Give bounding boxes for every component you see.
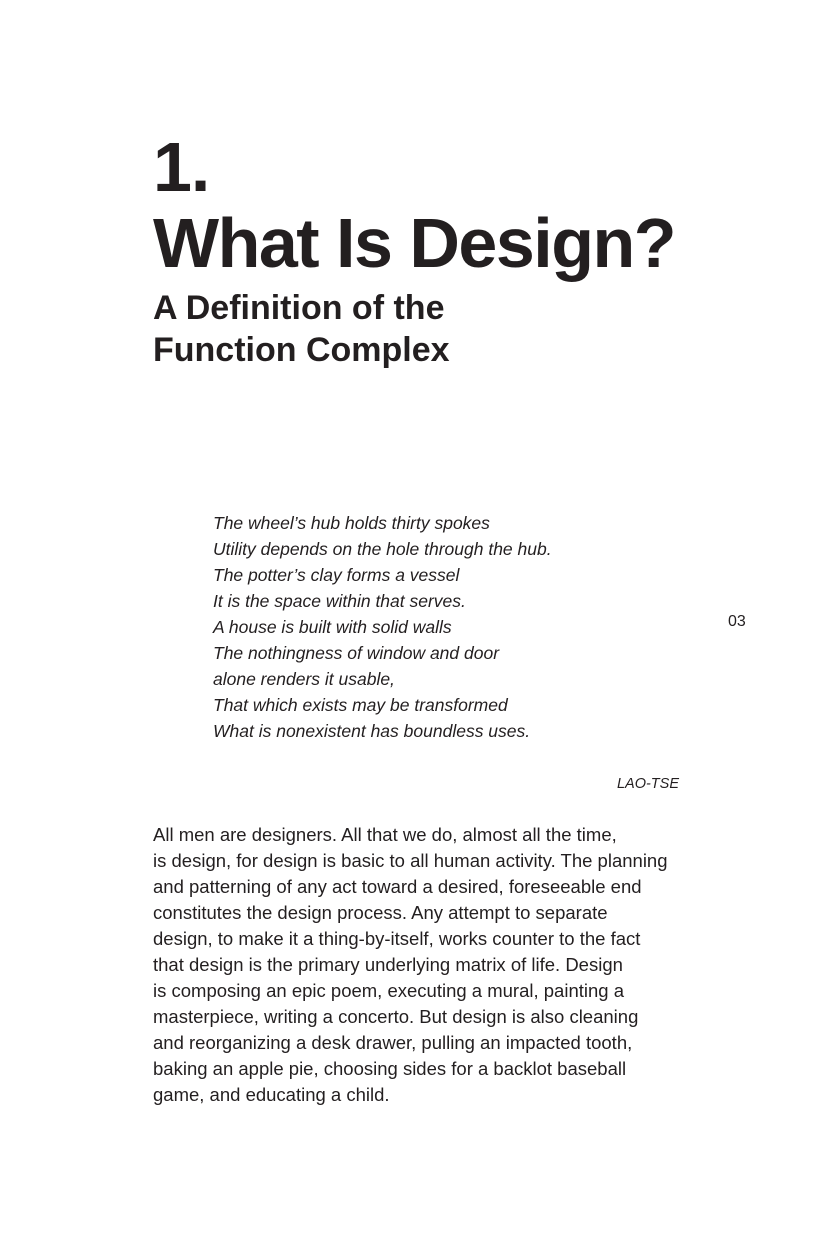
body-line: is composing an epic poem, executing a mural, painting a	[153, 980, 624, 1001]
epigraph-line: Utility depends on the hole through the hub.	[213, 539, 552, 559]
subtitle-line: Function Complex	[153, 331, 450, 369]
body-line: All men are designers. All that we do, almost all the time,	[153, 824, 617, 845]
epigraph-line: The wheel’s hub holds thirty spokes	[213, 513, 490, 533]
body-line: that design is the primary underlying matrix of life. Design	[153, 954, 623, 975]
epigraph-poem	[213, 510, 552, 744]
body-line: and patterning of any act toward a desired, foreseeable end	[153, 876, 642, 897]
epigraph-attribution: LAO-TSE	[616, 776, 679, 792]
body-paragraph	[153, 822, 668, 1108]
chapter-subtitle	[153, 287, 553, 371]
epigraph-line: The nothingness of window and door	[213, 643, 500, 663]
body-line: masterpiece, writing a concerto. But design is also cleaning	[153, 1006, 639, 1027]
epigraph-line: It is the space within that serves.	[213, 591, 466, 611]
body-line: and reorganizing a desk drawer, pulling an impacted tooth,	[153, 1032, 633, 1053]
body-line: game, and educating a child.	[153, 1084, 390, 1105]
body-line: constitutes the design process. Any attempt to separate	[153, 902, 608, 923]
chapter-number: 1.	[153, 128, 210, 206]
epigraph-line: alone renders it usable,	[213, 669, 395, 689]
body-line: is design, for design is basic to all human activity. The planning	[153, 850, 668, 871]
epigraph-line: That which exists may be transformed	[213, 695, 508, 715]
epigraph-line: A house is built with solid walls	[213, 617, 452, 637]
subtitle-line: A Definition of the	[153, 289, 445, 327]
body-line: baking an apple pie, choosing sides for a backlot baseball	[153, 1058, 627, 1079]
page-number: 03	[728, 613, 746, 630]
chapter-title: What Is Design?	[153, 204, 675, 282]
epigraph-line: The potter’s clay forms a vessel	[213, 565, 460, 585]
body-line: design, to make it a thing-by-itself, works counter to the fact	[153, 928, 641, 949]
epigraph-line: What is nonexistent has boundless uses.	[213, 721, 531, 741]
